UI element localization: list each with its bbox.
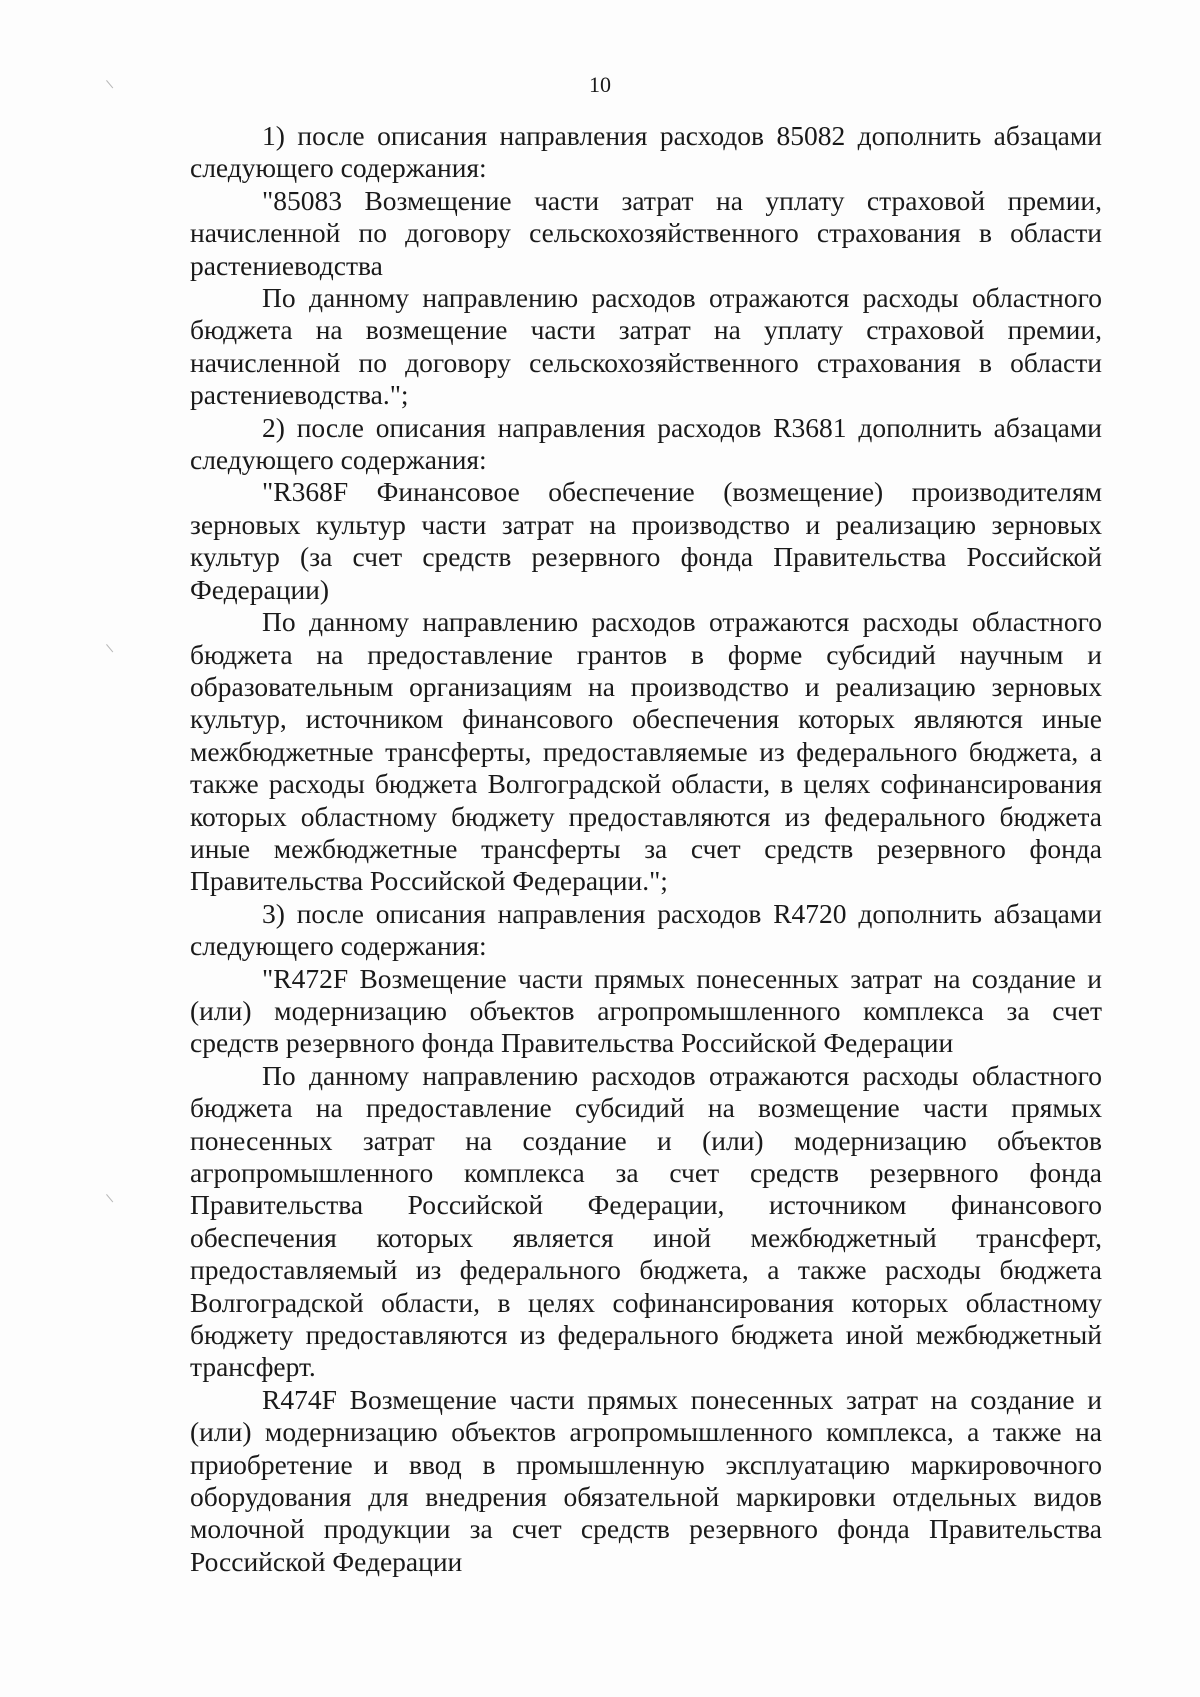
scan-mark [106, 1188, 121, 1203]
scan-mark [106, 638, 121, 653]
paragraph-description-r472f: По данному направлению расходов отражаются расходы областного бюджета на предоставление субсидий на возмещение части прямых понесенных затрат на создание и (или) модернизацию объектов агропромышленного комплекса за счет средств резервного фонда Правительства Российской Федерации, источником финансового обеспечения которых является иной межбюджетный трансферт, предоставляемый из федерального бюджета, а также расходы бюджета Волгоградской области, в целях софинансирования которых областному бюджету предоставляются из федерального бюджета иной межбюджетный трансферт. [190, 1059, 1102, 1383]
paragraph-item-1: 1) после описания направления расходов 85082 дополнить абзацами следующего содержания: [190, 120, 1102, 184]
paragraph-quote-r368f: "R368F Финансовое обеспечение (возмещение) производителям зерновых культур части затрат на производство и реализацию зерновых культур (за счет средств резервного фонда Правительства Российской Федерации) [190, 476, 1102, 605]
paragraph-r474f: R474F Возмещение части прямых понесенных затрат на создание и (или) модернизацию объектов агропромышленного комплекса, а также на приобретение и ввод в промышленную эксплуатацию маркировочного оборудования для внедрения обязательной маркировки отдельных видов молочной продукции за счет средств резервного фонда Правительства Российской Федерации [190, 1383, 1102, 1577]
page-number: 10 [589, 72, 611, 97]
paragraph-quote-85083: "85083 Возмещение части затрат на уплату страховой премии, начисленной по договору сельскохозяйственного страхования в области растениеводства [190, 184, 1102, 281]
paragraph-item-3: 3) после описания направления расходов R4720 дополнить абзацами следующего содержания: [190, 897, 1102, 962]
paragraph-description-85083: По данному направлению расходов отражаются расходы областного бюджета на возмещение части затрат на уплату страховой премии, начисленной по договору сельскохозяйственного страхования в области растениеводства."; [190, 282, 1102, 411]
paragraph-item-2: 2) после описания направления расходов R3681 дополнить абзацами следующего содержания: [190, 411, 1102, 476]
paragraph-description-r368f: По данному направлению расходов отражаются расходы областного бюджета на предоставление грантов в форме субсидий научным и образовательным организациям на производство и реализацию зерновых культур, источником финансового обеспечения которых являются иные межбюджетные трансферты, предоставляемые из федерального бюджета, а также расходы бюджета Волгоградской области, в целях софинансирования которых областному бюджету предоставляются из федерального бюджета иные межбюджетные трансферты за счет средств резервного фонда Правительства Российской Федерации."; [190, 606, 1102, 897]
paragraph-quote-r472f: "R472F Возмещение части прямых понесенных затрат на создание и (или) модернизацию объектов агропромышленного комплекса за счет средств резервного фонда Правительства Российской Федерации [190, 962, 1102, 1059]
document-body [190, 120, 1102, 1578]
